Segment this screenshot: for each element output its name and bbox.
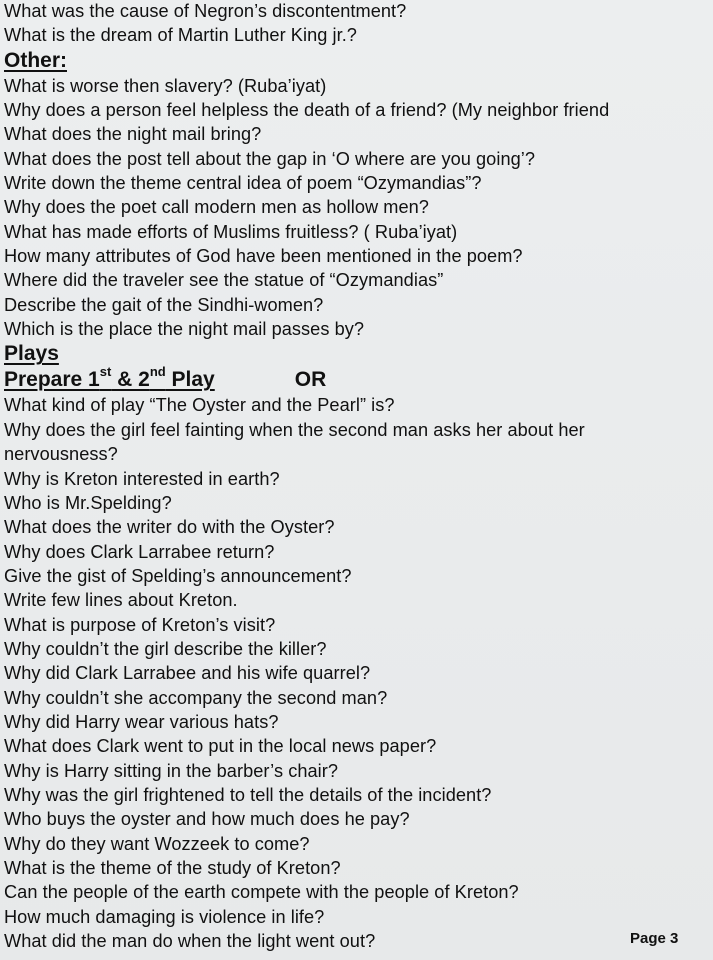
question-line: Who buys the oyster and how much does he pay? <box>4 809 410 830</box>
question-line: Where did the traveler see the statue of “Ozymandias” <box>4 270 444 291</box>
question-line: Why does the poet call modern men as hollow men? <box>4 197 429 218</box>
question-line: What is purpose of Kreton’s visit? <box>4 614 276 635</box>
question-line: What has made efforts of Muslims fruitless? ( Ruba’iyat) <box>4 221 458 242</box>
question-line: Why does a person feel helpless the death of a friend? (My neighbor friend <box>4 100 610 121</box>
question-line: Why does the girl feel fainting when the second man asks her about her <box>4 419 585 440</box>
question-line: What was the cause of Negron’s discontentment? <box>4 1 407 21</box>
question-line: Why couldn’t the girl describe the killer? <box>4 638 327 659</box>
question-line: Who is Mr.Spelding? <box>4 492 172 513</box>
question-line: What did the man do when the light went out? <box>4 931 376 952</box>
prepare-or: OR <box>294 368 327 392</box>
question-line: Write few lines about Kreton. <box>4 590 238 611</box>
question-line: What does the writer do with the Oyster? <box>4 517 335 538</box>
question-line: How many attributes of God have been mentioned in the poem? <box>4 246 523 267</box>
question-line: What is worse then slavery? (Ruba’iyat) <box>4 75 327 96</box>
question-line: Write down the theme central idea of poem “Ozymandias”? <box>4 173 482 194</box>
prepare-sup1: st <box>99 364 112 380</box>
question-line: Give the gist of Spelding’s announcement? <box>4 565 352 586</box>
question-line: How much damaging is violence in life? <box>4 906 325 927</box>
prepare-heading-text <box>4 364 215 393</box>
question-line: Describe the gait of the Sindhi-women? <box>4 294 324 315</box>
page-number: Page 3 <box>630 930 679 947</box>
question-line: What is the theme of the study of Kreton? <box>4 858 341 878</box>
question-line: Can the people of the earth compete with the people of Kreton? <box>4 882 519 903</box>
question-line: Why does Clark Larrabee return? <box>4 541 275 562</box>
prepare-part1: Prepare 1 <box>4 368 100 392</box>
question-line: What kind of play “The Oyster and the Pearl” is? <box>4 395 395 416</box>
question-line: What does the post tell about the gap in ‘O where are you going’? <box>4 148 536 169</box>
question-line: Why was the girl frightened to tell the details of the incident? <box>4 784 492 805</box>
question-line: What does Clark went to put in the local news paper? <box>4 736 437 757</box>
section-heading-other: Other: <box>4 48 67 72</box>
question-line: Why is Harry sitting in the barber’s chair? <box>4 760 339 781</box>
question-line: Why couldn’t she accompany the second man? <box>4 687 388 708</box>
question-line: What does the night mail bring? <box>4 124 262 145</box>
question-line: Why did Clark Larrabee and his wife quarrel? <box>4 663 371 684</box>
question-line: What is the dream of Martin Luther King jr.? <box>4 25 357 46</box>
question-line: Which is the place the night mail passes by? <box>4 319 365 340</box>
question-line: Why did Harry wear various hats? <box>4 711 279 732</box>
section-heading-plays: Plays <box>4 342 59 366</box>
document-content <box>4 0 709 953</box>
prepare-sup2: nd <box>149 364 166 380</box>
prepare-part2: & 2 <box>111 368 150 392</box>
prepare-part3: Play <box>165 368 215 392</box>
question-line: nervousness? <box>4 444 118 465</box>
prepare-heading <box>4 364 709 393</box>
question-line: Why is Kreton interested in earth? <box>4 468 280 489</box>
question-line: Why do they want Wozzeek to come? <box>4 833 310 854</box>
